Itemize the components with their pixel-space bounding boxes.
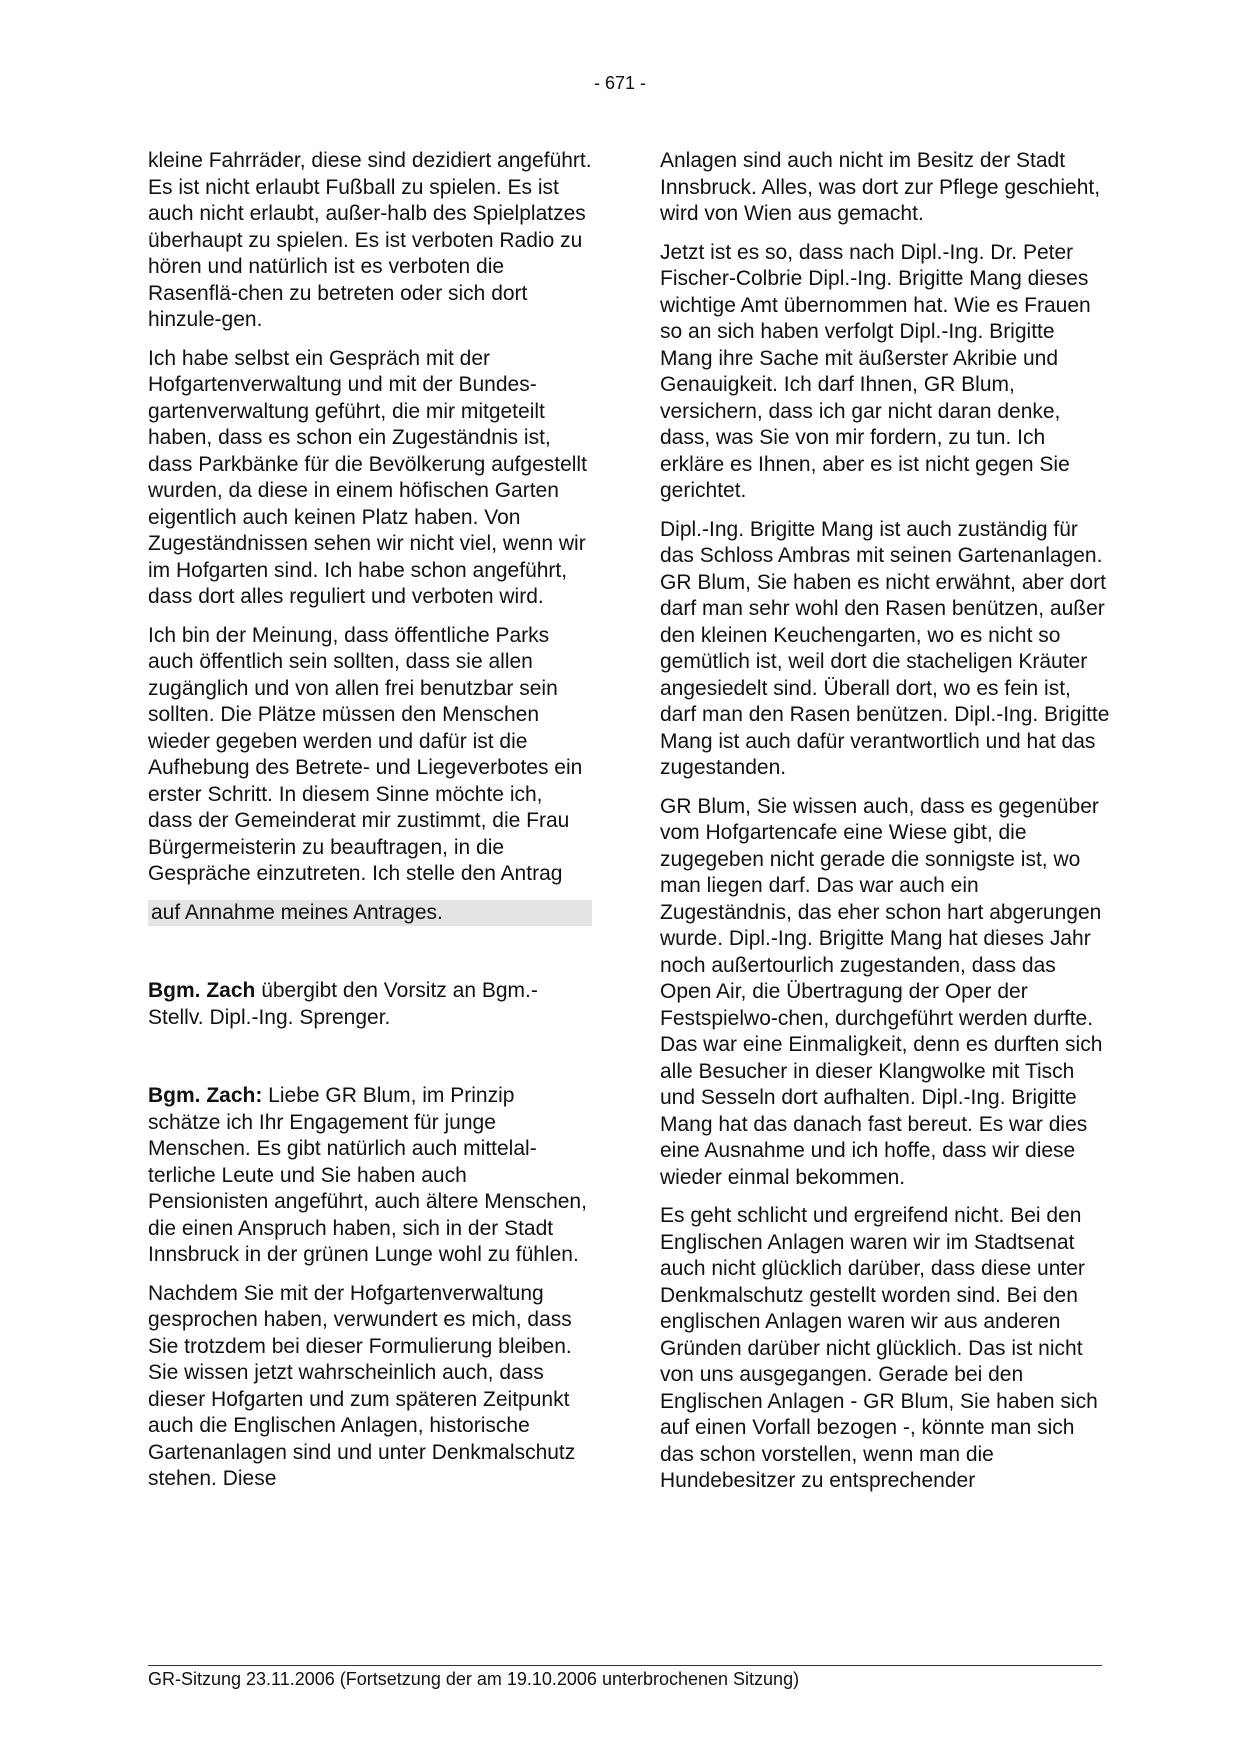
paragraph: Jetzt ist es so, dass nach Dipl.-Ing. Dr. Peter Fischer-Colbrie Dipl.-Ing. Brigitte Mang dieses wichtige Amt übernommen hat. Wie es Frauen so an sich haben verfolgt Dipl.-Ing. Brigitte Mang ihre Sache mit äußerster Akribie und Genauigkeit. Ich darf Ihnen, GR Blum, versichern, dass ich gar nicht daran denke, dass, was Sie von mir fordern, zu tun. Ich erkläre es Ihnen, aber es ist nicht gegen Sie gerichtet.	[660, 240, 1091, 502]
paragraph-text: Liebe GR Blum, im Prinzip schätze ich Ihr Engagement für junge Menschen. Es gibt natürlich auch mittelal-terliche Leute und Sie haben auch Pensionisten angeführt, auch ältere Menschen, die einen Anspruch haben, sich in der Stadt Innsbruck in der grünen Lunge wohl zu fühlen.	[148, 1084, 587, 1266]
speech-paragraph	[148, 1083, 592, 1269]
paragraph: Dipl.-Ing. Brigitte Mang ist auch zuständig für das Schloss Ambras mit seinen Gartenanlagen. GR Blum, Sie haben es nicht erwähnt, aber dort darf man sehr wohl den Rasen benützen, außer den kleinen Keuchengarten, wo es nicht so gemütlich ist, weil dort die stacheligen Kräuter angesiedelt sind. Überall dort, wo es fein ist, darf man den Rasen benützen. Dipl.-Ing. Brigitte Mang ist auch dafür verantwortlich und hat das zugestanden.	[660, 517, 1110, 779]
paragraph: Ich bin der Meinung, dass öffentliche Parks auch öffentlich sein sollten, dass sie allen zugänglich und von allen frei benutzbar sein sollten. Die Plätze müssen den Menschen wieder gegeben werden und dafür ist die Aufhebung des Betrete- und Liegeverbotes ein erster Schritt. In diesem Sinne möchte ich, dass der Gemeinderat mir zustimmt, die Frau Bürgermeisterin zu beauftragen, in die Gespräche einzutreten. Ich stelle den Antrag	[148, 623, 583, 885]
motion-highlight: auf Annahme meines Antrages.	[148, 900, 592, 927]
speaker-name: Bgm. Zach:	[148, 1084, 263, 1107]
paragraph-text: übergibt den Vorsitz an Bgm.-Stellv. Dipl.-Ing. Sprenger.	[148, 979, 538, 1029]
paragraph: Es geht schlicht und ergreifend nicht. Bei den Englischen Anlagen waren wir im Stadtsenat auch nicht glücklich darüber, dass diese unter Denkmalschutz gestellt worden sind. Bei den englischen Anlagen waren wir aus anderen Gründen darüber nicht glücklich. Das ist nicht von uns ausgegangen. Gerade bei den Englischen Anlagen - GR Blum, Sie haben sich auf einen Vorfall bezogen -, könnte man sich das schon vorstellen, wenn man die Hundebesitzer zu entsprechender	[660, 1204, 1098, 1492]
paragraph: Ich habe selbst ein Gespräch mit der Hofgartenverwaltung und mit der Bundes-gartenverwaltung geführt, die mir mitgeteilt haben, dass es schon ein Zugeständnis ist, dass Parkbänke für die Bevölkerung aufgestellt wurden, da diese in einem höfischen Garten eigentlich auch keinen Platz haben. Von Zugeständnissen sehen wir nicht viel, wenn wir im Hofgarten sind. Ich habe schon angeführt, dass dort alles reguliert und verboten wird.	[148, 346, 587, 608]
paragraph: GR Blum, Sie wissen auch, dass es gegenüber vom Hofgartencafe eine Wiese gibt, die zugegeben nicht gerade die sonnigste ist, wo man liegen darf. Das war auch ein Zugeständnis, das eher schon hart abgerungen wurde. Dipl.-Ing. Brigitte Mang hat dieses Jahr noch außertourlich zugestanden, dass das Open Air, die Übertragung der Oper der Festspielwo-chen, durchgeführt werden durfte. Das war eine Einmaligkeit, denn es durften sich alle Besucher in dieser Klangwolke mit Tisch und Sesseln dort aufhalten. Dipl.-Ing. Brigitte Mang hat das danach fast bereut. Es war dies eine Ausnahme und ich hoffe, dass wir diese wieder einmal bekommen.	[660, 794, 1103, 1189]
left-column	[148, 148, 592, 1505]
paragraph: kleine Fahrräder, diese sind dezidiert angeführt. Es ist nicht erlaubt Fußball zu spielen. Es ist auch nicht erlaubt, außer-halb des Spielplatzes überhaupt zu spielen. Es ist verboten Radio zu hören und natürlich ist es verboten die Rasenflä-chen zu betreten oder sich dort hinzule-gen.	[148, 149, 592, 331]
page-number: - 671 -	[593, 73, 647, 93]
paragraph: Anlagen sind auch nicht im Besitz der Stadt Innsbruck. Alles, was dort zur Pflege geschieht, wird von Wien aus gemacht.	[660, 149, 1101, 225]
speaker-name: Bgm. Zach	[148, 979, 256, 1002]
chair-handover-paragraph	[148, 978, 592, 1031]
paragraph: Nachdem Sie mit der Hofgartenverwaltung gesprochen haben, verwundert es mich, dass Sie trotzdem bei dieser Formulierung bleiben. Sie wissen jetzt wahrscheinlich auch, dass dieser Hofgarten und zum späteren Zeitpunkt auch die Englischen Anlagen, historische Gartenanlagen sind und unter Denkmalschutz stehen. Diese	[148, 1281, 576, 1490]
right-column	[660, 148, 1110, 1507]
footer-text: GR-Sitzung 23.11.2006 (Fortsetzung der am 19.10.2006 unterbrochenen Sitzung)	[148, 1669, 800, 1689]
footer-divider	[148, 1665, 1102, 1666]
